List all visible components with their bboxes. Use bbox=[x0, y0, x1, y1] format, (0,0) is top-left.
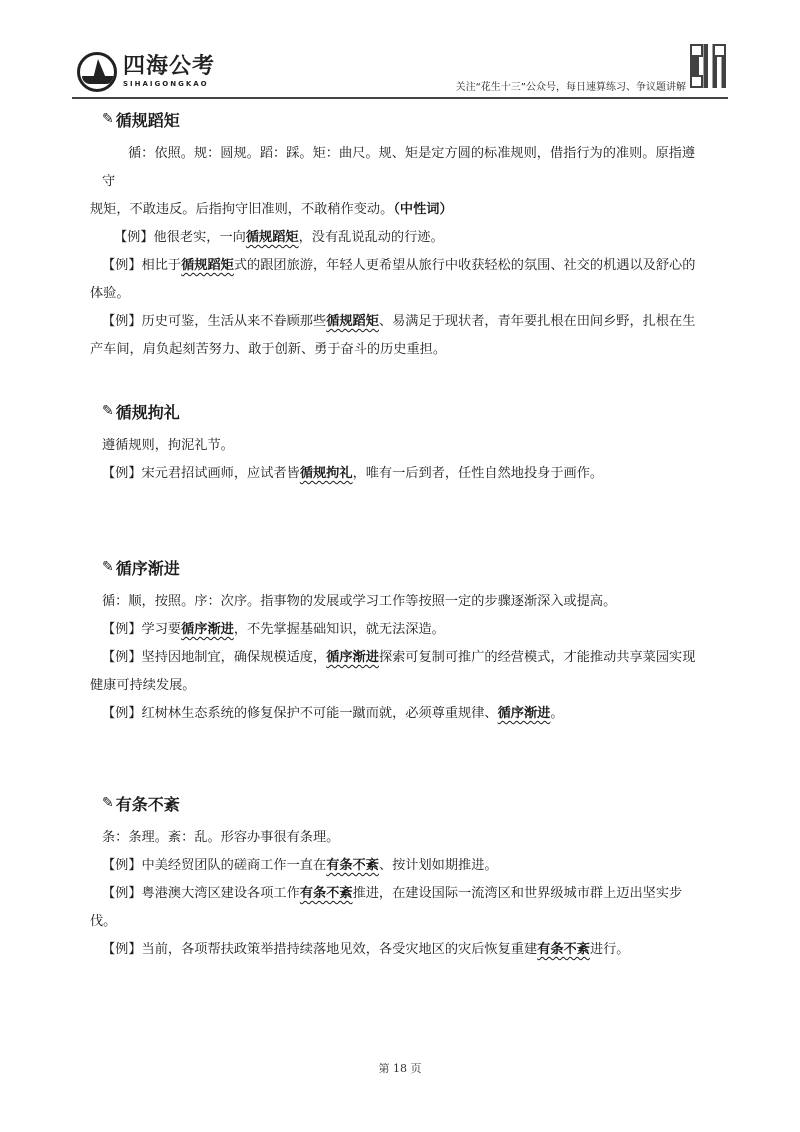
example-sentence: 【例】红树林生态系统的修复保护不可能一蹴而就，必须尊重规律、循序渐进。 bbox=[102, 706, 564, 721]
highlighted-idiom: 循序渐进 bbox=[326, 650, 379, 665]
pencil-icon: ✎ bbox=[102, 111, 114, 127]
example-sentence: 【例】宋元君招试画师，应试者皆循规拘礼，唯有一后到者，任性自然地投身于画作。 bbox=[102, 466, 604, 481]
example-sentence: 【例】学习要循序渐进，不先掌握基础知识，就无法深造。 bbox=[102, 622, 445, 637]
sailboat-logo-icon bbox=[77, 52, 117, 92]
entry-term: 有条不紊 bbox=[115, 794, 180, 814]
idiom-entry bbox=[90, 556, 702, 728]
example-sentence: 【例】当前，各项帮扶政策举措持续落地见效，各受灾地区的灾后恢复重建有条不紊进行。 bbox=[102, 942, 630, 957]
example-sentence: 【例】历史可鉴，生活从来不眷顾那些循规蹈矩、易满足于现状者，青年要扎根在田间乡野，扎根在生产车间，肩负起刻苦努力、敢于创新、勇于奋斗的历史重担。 bbox=[90, 314, 696, 357]
entry-definition: 条：条理。紊：乱。形容办事很有条理。 bbox=[102, 830, 340, 845]
example-sentence: 【例】粤港澳大湾区建设各项工作有条不紊推进，在建设国际一流湾区和世界级城市群上迈出坚实步伐。 bbox=[90, 886, 683, 929]
highlighted-idiom: 循序渐进 bbox=[497, 706, 551, 721]
example-sentence: 【例】坚持因地制宜，确保规模适度，循序渐进探索可复制可推广的经营模式，才能推动共享菜园实现健康可持续发展。 bbox=[90, 650, 696, 693]
entry-heading bbox=[102, 400, 702, 422]
highlighted-idiom: 循规蹈矩 bbox=[245, 230, 299, 245]
entry-term: 循规蹈矩 bbox=[115, 110, 180, 130]
entry-definition: 循：顺，按照。序：次序。指事物的发展或学习工作等按照一定的步骤逐渐深入或提高。 bbox=[102, 594, 617, 609]
entry-heading bbox=[102, 792, 702, 814]
highlighted-idiom: 循规蹈矩 bbox=[181, 258, 234, 273]
page-number: 第 18 页 bbox=[378, 1062, 422, 1075]
idiom-entry bbox=[90, 792, 702, 964]
logo bbox=[77, 52, 215, 92]
entry-definition-cont: 规矩，不敢违反。后指拘守旧准则，不敢稍作变动。（中性词） bbox=[90, 202, 453, 217]
entry-term: 循规拘礼 bbox=[115, 402, 180, 422]
example-sentence: 【例】中美经贸团队的磋商工作一直在有条不紊、按计划如期推进。 bbox=[102, 858, 498, 873]
highlighted-idiom: 有条不紊 bbox=[299, 886, 353, 901]
example-sentence: 【例】他很老实，一向循规蹈矩，没有乱说乱动的行迹。 bbox=[114, 230, 444, 245]
entry-definition: 遵循规则，拘泥礼节。 bbox=[102, 438, 234, 453]
entry-heading bbox=[102, 108, 702, 130]
word-type-tag: （中性词） bbox=[393, 202, 453, 217]
entry-definition: 循：依照。规：圆规。蹈：踩。矩：曲尺。规、矩是定方圆的标准规则，借指行为的准则。原指遵守 bbox=[102, 146, 696, 189]
qr-code-icon bbox=[690, 44, 726, 88]
pencil-icon: ✎ bbox=[102, 795, 114, 811]
highlighted-idiom: 循序渐进 bbox=[181, 622, 234, 637]
highlighted-idiom: 循规拘礼 bbox=[299, 466, 353, 481]
logo-chinese-text: 四海公考 bbox=[123, 54, 216, 79]
entry-term: 循序渐进 bbox=[115, 558, 180, 578]
highlighted-idiom: 有条不紊 bbox=[326, 858, 379, 873]
header-divider bbox=[72, 97, 728, 99]
page-header bbox=[72, 44, 728, 96]
idiom-entry bbox=[102, 400, 702, 488]
header-slogan: 关注“花生十三”公众号，每日速算练习、争议题讲解 bbox=[455, 82, 686, 93]
highlighted-idiom: 有条不紊 bbox=[537, 942, 590, 957]
idiom-entry bbox=[90, 108, 702, 364]
pencil-icon: ✎ bbox=[102, 403, 114, 419]
logo-english-text: SIHAIGONGKAO bbox=[123, 80, 209, 88]
highlighted-idiom: 循规蹈矩 bbox=[326, 314, 379, 329]
pencil-icon: ✎ bbox=[102, 559, 114, 575]
example-sentence: 【例】相比于循规蹈矩式的跟团旅游，年轻人更希望从旅行中收获轻松的氛围、社交的机遇以及舒心的体验。 bbox=[90, 258, 696, 301]
entry-heading bbox=[102, 556, 702, 578]
